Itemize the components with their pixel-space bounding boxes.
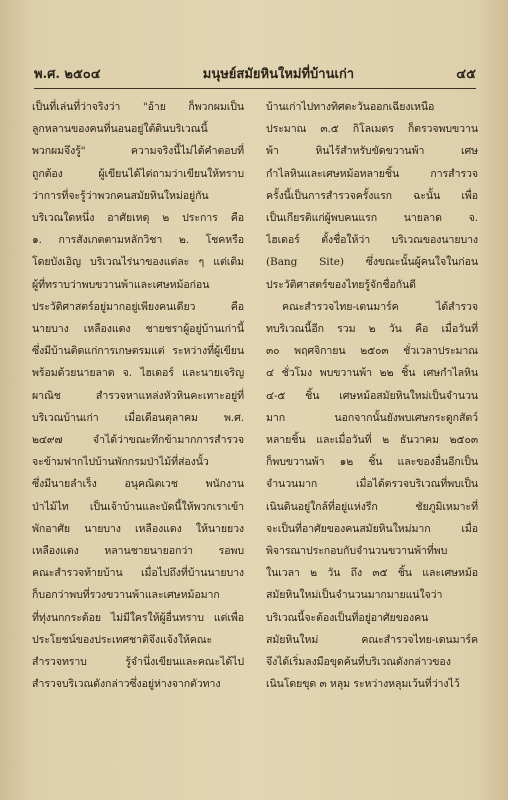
text-line: เนินดินอยู่ใกล้ที่อยู่แห่งรีก ชัยภูมิเหมาะที่	[266, 500, 478, 513]
text-line: ลูกหลานของคนที่นอนอยู่ใต้ดินบริเวณนี้	[32, 123, 208, 136]
text-line: ซึ่งมีนายลำเร็ง อนุคณิตเวช พนักงาน	[32, 478, 244, 491]
text-line: ก็บอกว่าพบที่รวงขวานพ้าและเศษหม้อมาก	[32, 589, 220, 602]
text-line: จะเป็นที่อาศัยของคนสมัยหินใหม่มาก เมื่อ	[266, 522, 478, 535]
text-line: ทบริเวณนี้อีก รวม ๒ วัน คือ เมื่อวันที่	[266, 323, 478, 336]
text-line: ผาณิช สำรวจหาแหล่งหัวหินคะเทาะอยู่ที่	[32, 389, 244, 402]
text-line: ประโยชน์ของประเทศชาติจึงแจ้งให้คณะ	[32, 633, 213, 646]
text-line: (Bang Site) ซึ่งขณะนั้นผู้คนใจในก่อน	[266, 256, 478, 269]
text-line: ประมาณ ๓.๕ กิโลเมตร ก็ตรวจพบขวาน	[266, 123, 478, 136]
text-line: มาก นอกจากนั้นยังพบเศษกระดูกสัตว์	[266, 411, 478, 424]
text-line: ๔-๕ ชิ้น เศษหม้อสมัยหินใหม่เป็นจำนวน	[266, 389, 478, 402]
text-line: คณะสำรวจไทย-เดนมาร์ค ได้สำรวจ	[282, 300, 478, 313]
text-line: ผู้ที่ทราบว่าพบขวานพ้าและเศษหม้อก่อน	[32, 278, 210, 291]
text-line: ๑. การสังเกตตามหลักวิชา ๒. โชคหรือ	[32, 234, 244, 247]
text-line: บ้านเก่าไปทางทิศตะวันออกเฉียงเหนือ	[266, 101, 435, 113]
text-line: เหลืองแดง หลานชายนายอกว่า รอพบ	[32, 545, 244, 558]
header-year: พ.ศ. ๒๕๐๔	[34, 67, 101, 82]
text-line: สมัยหินใหม่ คณะสำรวจไทย-เดนมาร์ค	[266, 633, 478, 646]
text-line: จะข้ามฟากไปบ้านพักกรมป่าไม้ที่ส่องนั้ว	[32, 456, 209, 469]
text-line: ซึ่งมีบ้านติดแก่การเกษตรมแต่ ระหว่างที่ผู้เขียน	[32, 345, 244, 358]
text-line: สำรวจทราบ รู้จำนึ่งเขียนและคณะได้ไป	[32, 656, 244, 669]
text-line: กำไลหินและเศษหม้อหลายชิ้น การสำรวจ	[266, 167, 478, 180]
text-line: ป่าไม้ไท เป็นเจ้าบ้านและบัดนี้ให้พวกเราเข้า	[32, 500, 244, 513]
text-line: โดยบังเอิญ บริเวณไร่นาของแต่ละ ๆ แต่เดิม	[32, 256, 244, 269]
text-line: ถูกต้อง ผู้เขียนได้ไต่ถามว่าเขียนให้ทราบ	[32, 167, 244, 180]
text-line: ๓๐ พฤศจิกายน ๒๕๐๓ ชั่วเวลาประมาณ	[266, 345, 478, 358]
text-line: ก็พบขวานพ้า ๑๒ ชิ้น และของอื่นอีกเป็น	[266, 456, 478, 469]
text-line: นายบาง เหลืองแดง ชายชราผู้อยู่บ้านเก่านี้	[32, 323, 244, 336]
text-line: บริเวณใดหนึ่ง อาศัยเหตุ ๒ ประการ คือ	[32, 212, 244, 225]
text-line: จำนวนมาก เมื่อได้ตรวจบริเวณที่พบเป็น	[266, 478, 478, 491]
text-line: พ้า หินไร้สำหรับขัดขวานพ้า เศษ	[266, 145, 478, 158]
text-line: ว่าการที่จะรู้ว่าพวกคนสมัยหินใหม่อยู่กัน	[32, 189, 209, 202]
text-line: ประวัติศาสตร์ของไทยรู้จักชื่อกันดี	[266, 278, 416, 291]
text-line: คณะสำรวจท้ายบ้าน เมื่อไปถึงที่บ้านนายบาง	[32, 567, 244, 580]
right-column	[266, 96, 478, 695]
text-line: หลายชิ้น และเมื่อวันที่ ๒ ธันวาคม ๒๕๐๓	[266, 434, 478, 447]
text-line: ๔ ชั่วโมง พบขวานพ้า ๒๒ ชิ้น เศษกำไลหิน	[266, 367, 478, 380]
text-line: พวกผมจึงรู้" ความจริงนี้ไม่ได้คำตอบที่	[32, 145, 244, 158]
running-header	[34, 62, 476, 84]
text-line: สำรวจบริเวณดังกล่าวซึ่งอยู่ห่างจากตัวทาง	[32, 678, 221, 691]
text-line: ในเวลา ๒ วัน ถึง ๓๕ ชิ้น และเศษหม้อ	[266, 567, 478, 580]
text-line: ที่ทุ่งนกกระต้อย ไม่มีใครให้ผู้อื่นทราบ แต่เพื่อ	[32, 611, 244, 624]
left-column	[32, 96, 244, 695]
text-line: พร้อมด้วยนายลาด จ. ไฮเดอร์ และนายเจริญ	[32, 367, 244, 380]
text-line: ประวัติศาสตร์อยู่มากอยู่เพียงคนเดียว คือ	[32, 300, 244, 313]
text-line: บริเวณนี้จะต้องเป็นที่อยู่อาศัยของคน	[266, 611, 429, 624]
text-line: พิจารณาประกอบกับจำนวนขวานพ้าที่พบ	[266, 545, 448, 558]
header-title: มนุษย์สมัยหินใหม่ที่บ้านเก่า	[202, 67, 355, 82]
text-line: สมัยหินใหม่เป็นจำนวนมากมายแน่ใจว่า	[266, 589, 443, 602]
text-line: เป็นที่เล่นที่ว่าจริงว่า "อ้าย ก็พวกผมเป็น	[32, 101, 244, 113]
text-line: ครั้งนี้เป็นการสำรวจครั้งแรก ฉะนั้น เพื่อ	[266, 189, 478, 202]
header-rule	[34, 88, 476, 89]
text-line: เนินโดยขุด ๓ หลุม ระหว่างหลุมเว้นที่ว่างไว้	[266, 678, 460, 691]
text-line: ไฮเดอร์ ตั้งชื่อให้ว่า บริเวณของนายบาง	[266, 234, 478, 247]
text-line: พักอาศัย นายบาง เหลืองแดง ให้นายยวง	[32, 522, 244, 535]
text-line: บริเวณบ้านเก่า เมื่อเดือนตุลาคม พ.ศ.	[32, 411, 244, 424]
text-line: ๒๔๙๗ จำได้ว่าขณะทึกข้ามากการสำรวจ	[32, 434, 244, 447]
text-line: เป็นเกียรติแก่ผู้พบคนแรก นายลาด จ.	[266, 212, 478, 225]
page-number: ๔๕	[456, 67, 476, 82]
text-line: จึงได้เริ่มลงมือขุดค้นที่บริเวณดังกล่าวของ	[266, 656, 451, 669]
